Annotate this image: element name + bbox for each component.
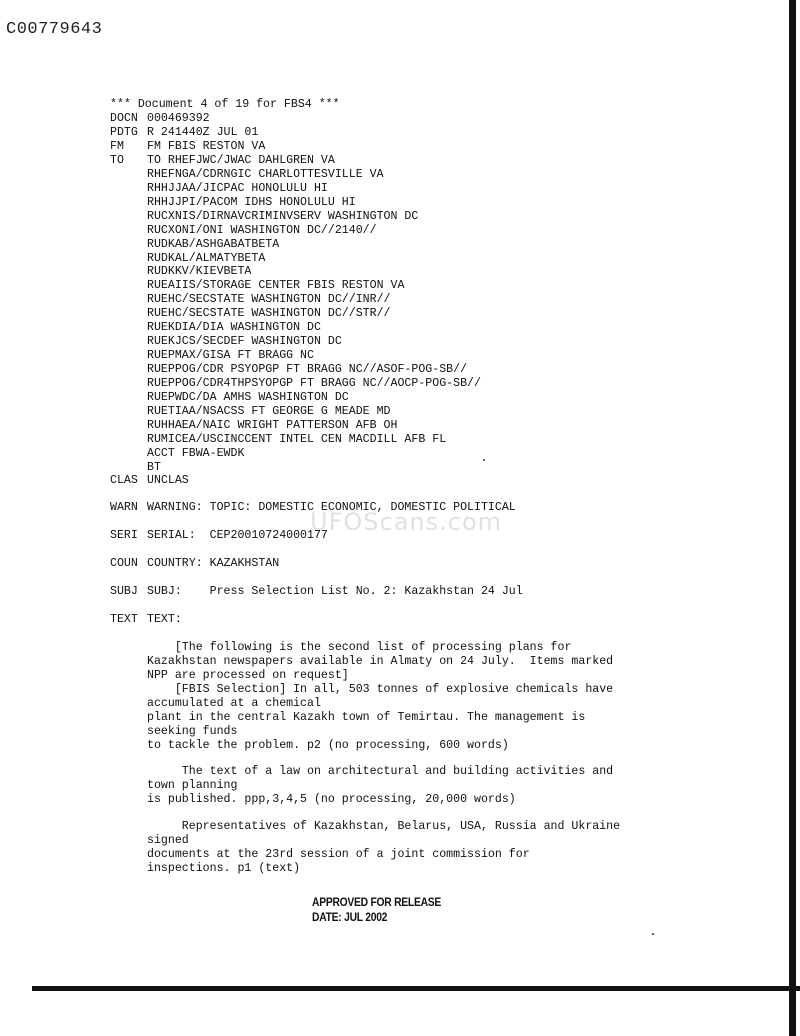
recipient-line: RUEPPOG/CDR PSYOPGP FT BRAGG NC//ASOF-POG-SB// [147,363,468,376]
fm-line [110,140,265,154]
field-value: FM FBIS RESTON VA [147,140,266,153]
field-value: TEXT: [147,613,182,626]
field-code: FM [110,140,124,153]
document-control-number: C00779643 [6,20,103,39]
body-line: inspections. p1 (text) [147,862,301,875]
watermark-logo: UFOScans.com [310,508,502,536]
body-line: plant in the central Kazakh town of Temirtau. The management is [147,711,586,724]
subj-line [110,585,523,599]
body-line: The text of a law on architectural and building activities and [147,765,614,778]
recipient-line: RUCXONI/ONI WASHINGTON DC//2140// [147,224,377,237]
recipient-line: RHHJJAA/JICPAC HONOLULU HI [147,182,328,195]
recipient-line: RUDKAL/ALMATYBETA [147,252,266,265]
body-line: Kazakhstan newspapers available in Almaty on 24 July. Items marked [147,655,614,668]
body-line: documents at the 23rd session of a joint commission for [147,848,530,861]
field-value: SUBJ: Press Selection List No. 2: Kazakhstan 24 Jul [147,585,523,598]
recipient-line: RHHJJPI/PACOM IDHS HONOLULU HI [147,196,356,209]
recipient-line: RUEHC/SECSTATE WASHINGTON DC//STR// [147,307,391,320]
body-line: Representatives of Kazakhstan, Belarus, USA, Russia and Ukraine [147,820,621,833]
body-line: [The following is the second list of processing plans for [147,641,572,654]
field-value: WARNING: TOPIC: DOMESTIC ECONOMIC, DOMESTIC POLITICAL [147,501,516,514]
body-line: is published. ppp,3,4,5 (no processing, 20,000 words) [147,793,516,806]
field-code: SUBJ [110,585,138,598]
recipient-line: RUDKKV/KIEVBETA [147,265,252,278]
body-line: signed [147,834,189,847]
field-value: R 241440Z JUL 01 [147,126,259,139]
body-line: to tackle the problem. p2 (no processing, 600 words) [147,739,509,752]
scan-speck [652,933,654,935]
field-value: SERIAL: CEP20010724000177 [147,529,328,542]
docn-line [110,112,210,126]
field-code: CLAS [110,474,138,487]
account-line: ACCT FBWA-EWDK [147,447,245,460]
clas-line [110,474,189,488]
field-code: WARN [110,501,138,514]
release-stamp [312,895,441,925]
recipient-line: RUEHC/SECSTATE WASHINGTON DC//INR// [147,293,391,306]
break-marker: BT [147,461,161,474]
field-code: TO [110,154,124,167]
recipient-line: RUEPWDC/DA AMHS WASHINGTON DC [147,391,349,404]
recipient-line: RUETIAA/NSACSS FT GEORGE G MEADE MD [147,405,391,418]
field-code: COUN [110,557,138,570]
body-paragraph-3 [147,765,613,807]
recipient-line: RUEKDIA/DIA WASHINGTON DC [147,321,321,334]
stamp-line-1: APPROVED FOR RELEASE [312,895,442,909]
stamp-line-2: DATE: JUL 2002 [312,910,388,924]
recipient-line: RUHHAEA/NAIC WRIGHT PATTERSON AFB OH [147,419,398,432]
recipient-line: RUCXNIS/DIRNAVCRIMINVSERV WASHINGTON DC [147,210,419,223]
field-code: TEXT [110,613,138,626]
body-line: [FBIS Selection] In all, 503 tonnes of explosive chemicals have [147,683,614,696]
body-line: seeking funds [147,725,238,738]
body-paragraph-1 [147,641,613,753]
text-line [110,613,182,627]
scan-edge-right [789,0,796,1036]
recipient-line: RUEPPOG/CDR4THPSYOPGP FT BRAGG NC//AOCP-POG-SB// [147,377,481,390]
scan-edge-bottom [32,986,800,991]
field-value: TO RHEFJWC/JWAC DAHLGREN VA [147,154,335,167]
body-line: NPP are processed on request] [147,669,349,682]
recipient-line: RUMICEA/USCINCCENT INTEL CEN MACDILL AFB FL [147,433,447,446]
pdtg-line [110,126,258,140]
field-value: 000469392 [147,112,210,125]
coun-line [110,557,279,571]
recipient-line: RUEKJCS/SECDEF WASHINGTON DC [147,335,342,348]
recipient-line: RHEFNGA/CDRNGIC CHARLOTTESVILLE VA [147,168,384,181]
scan-speck [483,459,485,461]
body-line: town planning [147,779,238,792]
to-line [110,154,335,168]
field-code: SERI [110,529,138,542]
recipient-line: RUEPMAX/GISA FT BRAGG NC [147,349,314,362]
body-line: accumulated at a chemical [147,697,321,710]
field-value: UNCLAS [147,474,189,487]
seri-line [110,529,328,543]
recipient-line: RUEAIIS/STORAGE CENTER FBIS RESTON VA [147,279,405,292]
body-paragraph-4 [147,820,620,876]
field-code: PDTG [110,126,138,139]
field-value: COUNTRY: KAZAKHSTAN [147,557,280,570]
document-heading: *** Document 4 of 19 for FBS4 *** [110,98,340,111]
field-code: DOCN [110,112,138,125]
recipient-line: RUDKAB/ASHGABATBETA [147,238,280,251]
